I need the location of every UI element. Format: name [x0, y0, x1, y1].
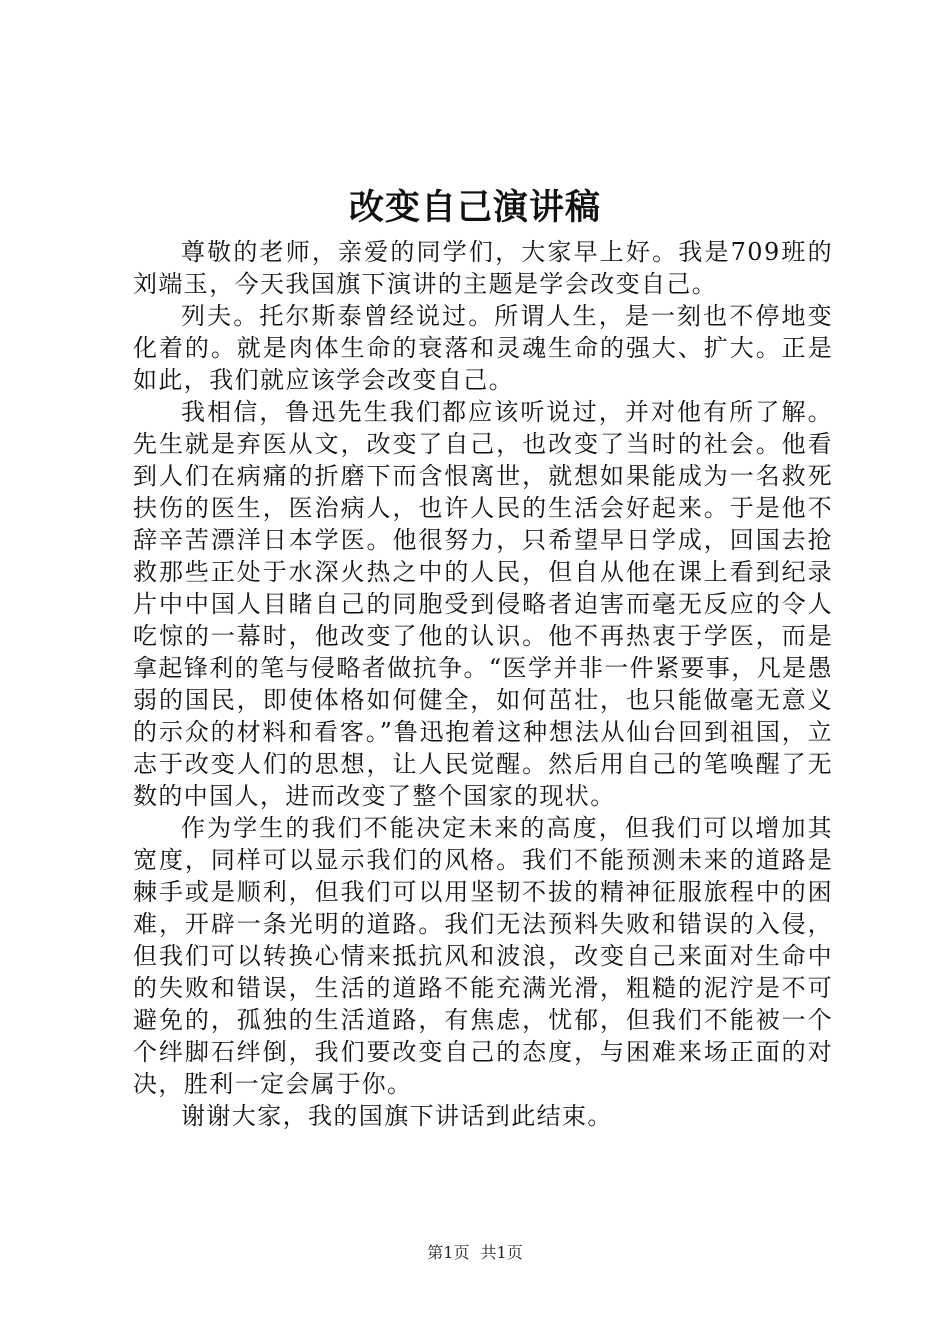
page-number-current: 第1页 — [427, 1243, 470, 1262]
paragraph-greeting: 尊敬的老师，亲爱的同学们，大家早上好。我是709班的刘端玉，今天我国旗下演讲的主题是学会改变自己。 — [133, 238, 833, 298]
page-footer — [0, 1241, 950, 1265]
paragraph-lu-xun-story: 我相信，鲁迅先生我们都应该听说过，并对他有所了解。先生就是弃医从文，改变了自己，也改变了当时的社会。他看到人们在病痛的折磨下而含恨离世，就想如果能成为一名救死扶伤的医生，医治病人，也许人民的生活会好起来。于是他不辞辛苦漂洋日本学医。他很努力，只希望早日学成，回国去抢救那些正处于水深火热之中的人民，但自从他在课上看到纪录片中中国人目睹自己的同胞受到侵略者迫害而毫无反应的令人吃惊的一幕时，他改变了他的认识。他不再热衷于学医，而是拿起锋利的笔与侵略者做抗争。“医学并非一件紧要事，凡是愚弱的国民，即使体格如何健全，如何茁壮，也只能做毫无意义的示众的材料和看客。”鲁迅抱着这种想法从仙台回到祖国，立志于改变人们的思想，让人民觉醒。然后用自己的笔唤醒了无数的中国人，进而改变了整个国家的现状。 — [133, 398, 833, 810]
document-body — [133, 236, 833, 1132]
paragraph-students-attitude: 作为学生的我们不能决定未来的高度，但我们可以增加其宽度，同样可以显示我们的风格。我们不能预测未来的道路是棘手或是顺利，但我们可以用坚韧不拔的精神征服旅程中的困难，开辟一条光明的道路。我们无法预料失败和错误的入侵，但我们可以转换心情来抵抗风和波浪，改变自己来面对生命中的失败和错误，生活的道路不能充满光滑，粗糙的泥泞是不可避免的，孤独的生活道路，有焦虑，忧郁，但我们不能被一个个绊脚石绊倒，我们要改变自己的态度，与困难来场正面的对决，胜利一定会属于你。 — [133, 814, 833, 1098]
page-number-total: 共1页 — [480, 1243, 523, 1262]
paragraph-closing: 谢谢大家，我的国旗下讲话到此结束。 — [181, 1102, 613, 1130]
document-title: 改变自己演讲稿 — [348, 187, 601, 228]
paragraph-tolstoy-quote: 列夫。托尔斯泰曾经说过。所谓人生，是一刻也不停地变化着的。就是肉体生命的衰落和灵魂生命的强大、扩大。正是如此，我们就应该学会改变自己。 — [133, 302, 833, 394]
